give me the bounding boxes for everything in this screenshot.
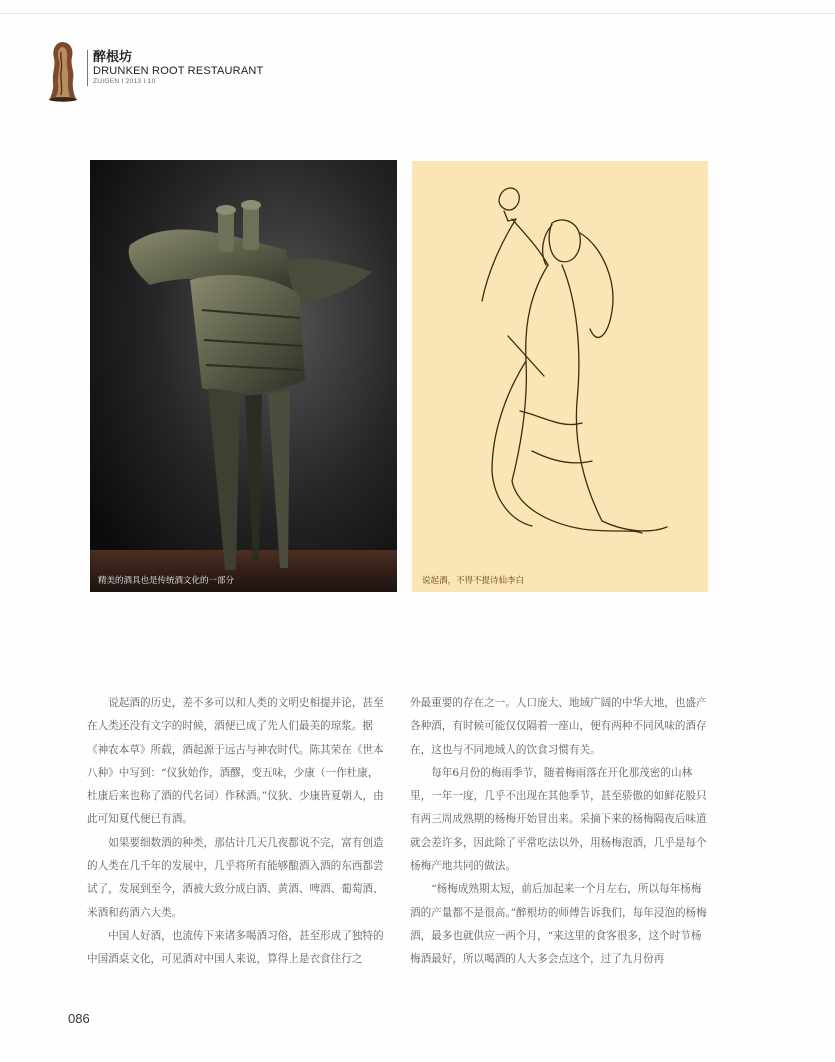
photo-caption: 精美的酒具也是传统酒文化的一部分 bbox=[98, 576, 235, 586]
article-column-right bbox=[410, 692, 710, 972]
top-rule bbox=[0, 13, 835, 14]
illustration-caption: 说起酒，不得不提诗仙李白 bbox=[422, 576, 525, 586]
brand-name-cn: 醉根坊 bbox=[93, 50, 133, 65]
brand-block bbox=[87, 50, 263, 86]
root-sculpture-logo-icon bbox=[48, 40, 78, 102]
bronze-jue-photo bbox=[90, 160, 397, 592]
article-paragraph: “杨梅成熟期太短，前后加起来一个月左右，所以每年杨梅酒的产量都不是很高。”醉根坊的师傅告诉我们，每年浸泡的杨梅酒，最多也就供应一两个月，“来这里的食客很多，这个时节杨梅酒最好，所以喝酒的人大多会点这个，过了九月份再 bbox=[410, 883, 707, 966]
li-bai-illustration bbox=[412, 161, 708, 592]
article-paragraph: 外最重要的存在之一。人口庞大、地域广阔的中华大地，也盛产各种酒，有时候可能仅仅隔着一座山，便有两种不同风味的酒存在，这也与不同地域人的饮食习惯有关。 bbox=[410, 697, 707, 756]
article-paragraph: 如果要细数酒的种类，那估计几天几夜都说不完，富有创造的人类在几千年的发展中，几乎将所有能够酿酒入酒的东西都尝试了，发展到至今，酒被大致分成白酒、黄酒、啤酒、葡萄酒、米酒和药酒六大类。 bbox=[87, 836, 384, 919]
article-paragraph: 说起酒的历史，差不多可以和人类的文明史相提并论，甚至在人类还没有文字的时候，酒便已成了先人们最美的琼浆。据《神农本草》所载，酒起源于远古与神农时代。陈其荣在《世本八种》中写到：“仪狄始作，酒醪，变五味，少康（一作杜康，杜康后来也称了酒的代名词）作秫酒。”仪狄、少康皆夏朝人，由此可知夏代便已有酒。 bbox=[87, 697, 384, 826]
bronze-wine-vessel-icon bbox=[90, 160, 397, 592]
article-paragraph: 每年6月份的梅雨季节，随着梅雨落在开化那茂密的山林里，一年一度，几乎不出现在其他季节，甚至骄傲的如鲜花般只有两三周成熟期的杨梅开始冒出来。采摘下来的杨梅隔夜后味道就会差许多，因此除了平常吃法以外，用杨梅泡酒，几乎是每个杨梅产地共同的做法。 bbox=[410, 766, 707, 873]
issue-label: ZUIGEN I 2013 I 10 bbox=[93, 78, 156, 85]
brand-name-en: DRUNKEN ROOT RESTAURANT bbox=[93, 65, 264, 77]
article-column-left bbox=[87, 692, 385, 972]
page-number: 086 bbox=[68, 1011, 90, 1026]
poet-figure-icon bbox=[412, 161, 708, 592]
article-paragraph: 中国人好酒，也流传下来诸多喝酒习俗，甚至形成了独特的中国酒桌文化，可见酒对中国人来说，算得上是衣食住行之 bbox=[87, 929, 384, 966]
